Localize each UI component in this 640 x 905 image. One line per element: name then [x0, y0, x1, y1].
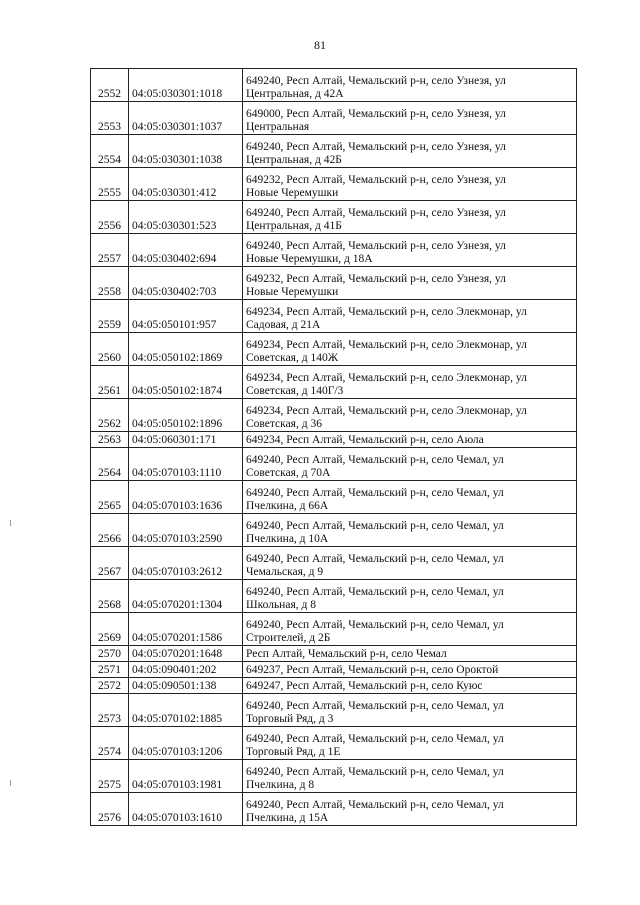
table-row: [91, 760, 577, 793]
table-row: [91, 234, 577, 267]
address-line: 649240, Респ Алтай, Чемальский р-н, село Узнезя, ул: [246, 141, 506, 153]
address-line: 649237, Респ Алтай, Чемальский р-н, село Ороктой: [246, 664, 499, 676]
address-cell: [243, 399, 577, 432]
cadastral-number-cell: 04:05:070103:1610: [129, 793, 243, 826]
address-line: Центральная: [246, 121, 310, 133]
page-number: 81: [314, 38, 326, 52]
row-number-cell: 2569: [91, 613, 129, 646]
cadastral-number-cell: 04:05:070103:2612: [129, 547, 243, 580]
address-cell: [243, 580, 577, 613]
cadastral-number-cell: 04:05:030301:523: [129, 201, 243, 234]
table-row: [91, 547, 577, 580]
row-number-cell: 2554: [91, 135, 129, 168]
cadastral-number-cell: 04:05:090401:202: [129, 662, 243, 678]
address-cell: [243, 646, 577, 662]
address-cell: [243, 662, 577, 678]
address-cell: [243, 547, 577, 580]
row-number-cell: 2573: [91, 694, 129, 727]
table-row: [91, 399, 577, 432]
row-number-cell: 2564: [91, 448, 129, 481]
row-number-cell: 2562: [91, 399, 129, 432]
row-number-cell: 2558: [91, 267, 129, 300]
row-number-cell: 2552: [91, 69, 129, 102]
row-number-cell: 2576: [91, 793, 129, 826]
address-line: 649240, Респ Алтай, Чемальский р-н, село Чемал, ул: [246, 733, 504, 745]
cadastral-number-cell: 04:05:030301:1018: [129, 69, 243, 102]
cadastral-number-cell: 04:05:050101:957: [129, 300, 243, 333]
address-cell: [243, 267, 577, 300]
address-line: Торговый Ряд, д 1Е: [246, 746, 341, 758]
address-cell: [243, 694, 577, 727]
address-line: Новые Черемушки, д 18А: [246, 253, 373, 265]
address-line: 649240, Респ Алтай, Чемальский р-н, село Чемал, ул: [246, 700, 504, 712]
table-row: [91, 481, 577, 514]
cadastral-number-cell: 04:05:070201:1586: [129, 613, 243, 646]
cadastral-number-cell: 04:05:030301:1037: [129, 102, 243, 135]
row-number-cell: 2566: [91, 514, 129, 547]
address-line: 649240, Респ Алтай, Чемальский р-н, село Чемал, ул: [246, 553, 504, 565]
address-line: 649234, Респ Алтай, Чемальский р-н, село Аюла: [246, 434, 484, 446]
address-cell: [243, 234, 577, 267]
address-line: Центральная, д 41Б: [246, 220, 342, 232]
table-row: [91, 514, 577, 547]
address-line: Новые Черемушки: [246, 286, 339, 298]
address-line: 649000, Респ Алтай, Чемальский р-н, село Узнезя, ул: [246, 108, 506, 120]
address-line: 649232, Респ Алтай, Чемальский р-н, село Узнезя, ул: [246, 174, 506, 186]
row-number-cell: 2557: [91, 234, 129, 267]
cadastral-number-cell: 04:05:070103:1636: [129, 481, 243, 514]
scan-edge-mark: [10, 780, 11, 786]
address-cell: [243, 727, 577, 760]
address-line: Советская, д 140Г/3: [246, 385, 344, 397]
row-number-cell: 2567: [91, 547, 129, 580]
address-line: 649240, Респ Алтай, Чемальский р-н, село Чемал, ул: [246, 586, 504, 598]
address-line: 649234, Респ Алтай, Чемальский р-н, село Элекмонар, ул: [246, 306, 527, 318]
row-number-cell: 2575: [91, 760, 129, 793]
table-row: [91, 448, 577, 481]
cadastral-number-cell: 04:05:070201:1304: [129, 580, 243, 613]
table-row: [91, 102, 577, 135]
address-cell: [243, 201, 577, 234]
table-row: [91, 135, 577, 168]
row-number-cell: 2556: [91, 201, 129, 234]
address-line: 649240, Респ Алтай, Чемальский р-н, село Чемал, ул: [246, 487, 504, 499]
cadastral-number-cell: 04:05:030301:412: [129, 168, 243, 201]
address-cell: [243, 760, 577, 793]
address-line: 649247, Респ Алтай, Чемальский р-н, село Куюс: [246, 680, 483, 692]
row-number-cell: 2570: [91, 646, 129, 662]
address-line: Центральная, д 42Б: [246, 154, 342, 166]
address-cell: [243, 514, 577, 547]
cadastral-number-cell: 04:05:050102:1869: [129, 333, 243, 366]
address-line: Чемальская, д 9: [246, 566, 324, 578]
row-number-cell: 2574: [91, 727, 129, 760]
cadastral-number-cell: 04:05:030301:1038: [129, 135, 243, 168]
row-number-cell: 2571: [91, 662, 129, 678]
address-line: Пчелкина, д 15А: [246, 812, 329, 824]
table-row: [91, 69, 577, 102]
address-line: 649234, Респ Алтай, Чемальский р-н, село Элекмонар, ул: [246, 372, 527, 384]
address-line: 649240, Респ Алтай, Чемальский р-н, село Чемал, ул: [246, 520, 504, 532]
table-row: [91, 793, 577, 826]
address-cell: [243, 69, 577, 102]
row-number-cell: 2565: [91, 481, 129, 514]
table-row: [91, 646, 577, 662]
address-cell: [243, 333, 577, 366]
table-row: [91, 300, 577, 333]
row-number-cell: 2563: [91, 432, 129, 448]
address-line: 649240, Респ Алтай, Чемальский р-н, село Чемал, ул: [246, 454, 504, 466]
row-number-cell: 2555: [91, 168, 129, 201]
address-cell: [243, 102, 577, 135]
address-cell: [243, 793, 577, 826]
address-line: Строителей, д 2Б: [246, 632, 331, 644]
address-line: Садовая, д 21А: [246, 319, 321, 331]
address-line: 649240, Респ Алтай, Чемальский р-н, село Узнезя, ул: [246, 75, 506, 87]
address-cell: [243, 613, 577, 646]
table-row: [91, 168, 577, 201]
table-row: [91, 201, 577, 234]
row-number-cell: 2568: [91, 580, 129, 613]
table-row: [91, 267, 577, 300]
address-line: 649240, Респ Алтай, Чемальский р-н, село Узнезя, ул: [246, 240, 506, 252]
cadastral-number-cell: 04:05:070103:2590: [129, 514, 243, 547]
cadastral-number-cell: 04:05:050102:1896: [129, 399, 243, 432]
address-line: Советская, д 140Ж: [246, 352, 338, 364]
address-line: Торговый Ряд, д 3: [246, 713, 334, 725]
address-line: 649234, Респ Алтай, Чемальский р-н, село Элекмонар, ул: [246, 339, 527, 351]
address-line: 649240, Респ Алтай, Чемальский р-н, село Чемал, ул: [246, 619, 504, 631]
cadastral-number-cell: 04:05:070103:1110: [129, 448, 243, 481]
row-number-cell: 2572: [91, 678, 129, 694]
cadastral-number-cell: 04:05:070201:1648: [129, 646, 243, 662]
cadastral-number-cell: 04:05:070103:1981: [129, 760, 243, 793]
row-number-cell: 2553: [91, 102, 129, 135]
table-row: [91, 727, 577, 760]
address-line: Пчелкина, д 8: [246, 779, 315, 791]
address-line: Пчелкина, д 66А: [246, 500, 329, 512]
address-cell: [243, 168, 577, 201]
table-row: [91, 694, 577, 727]
address-cell: [243, 678, 577, 694]
cadastral-number-cell: 04:05:070103:1206: [129, 727, 243, 760]
address-line: 649240, Респ Алтай, Чемальский р-н, село Узнезя, ул: [246, 207, 506, 219]
cadastral-number-cell: 04:05:060301:171: [129, 432, 243, 448]
registry-table: [90, 68, 577, 826]
row-number-cell: 2561: [91, 366, 129, 399]
table-row: [91, 678, 577, 694]
address-cell: [243, 481, 577, 514]
address-line: Центральная, д 42А: [246, 88, 344, 100]
row-number-cell: 2560: [91, 333, 129, 366]
address-line: Советская, д 70А: [246, 467, 331, 479]
table-row: [91, 333, 577, 366]
cadastral-number-cell: 04:05:070102:1885: [129, 694, 243, 727]
address-cell: [243, 432, 577, 448]
cadastral-number-cell: 04:05:090501:138: [129, 678, 243, 694]
address-line: Новые Черемушки: [246, 187, 339, 199]
table-row: [91, 432, 577, 448]
table-row: [91, 662, 577, 678]
address-line: Советская, д 36: [246, 418, 322, 430]
address-cell: [243, 448, 577, 481]
cadastral-number-cell: 04:05:030402:694: [129, 234, 243, 267]
address-cell: [243, 135, 577, 168]
address-line: Школьная, д 8: [246, 599, 316, 611]
table-row: [91, 613, 577, 646]
table-row: [91, 366, 577, 399]
address-line: 649240, Респ Алтай, Чемальский р-н, село Чемал, ул: [246, 766, 504, 778]
address-line: 649234, Респ Алтай, Чемальский р-н, село Элекмонар, ул: [246, 405, 527, 417]
scan-edge-mark: [10, 520, 11, 526]
address-line: 649232, Респ Алтай, Чемальский р-н, село Узнезя, ул: [246, 273, 506, 285]
table-row: [91, 580, 577, 613]
cadastral-number-cell: 04:05:050102:1874: [129, 366, 243, 399]
row-number-cell: 2559: [91, 300, 129, 333]
address-line: 649240, Респ Алтай, Чемальский р-н, село Чемал, ул: [246, 799, 504, 811]
address-line: Респ Алтай, Чемальский р-н, село Чемал: [246, 648, 447, 660]
address-line: Пчелкина, д 10А: [246, 533, 329, 545]
registry-table-body: [91, 69, 577, 826]
address-cell: [243, 300, 577, 333]
cadastral-number-cell: 04:05:030402:703: [129, 267, 243, 300]
address-cell: [243, 366, 577, 399]
